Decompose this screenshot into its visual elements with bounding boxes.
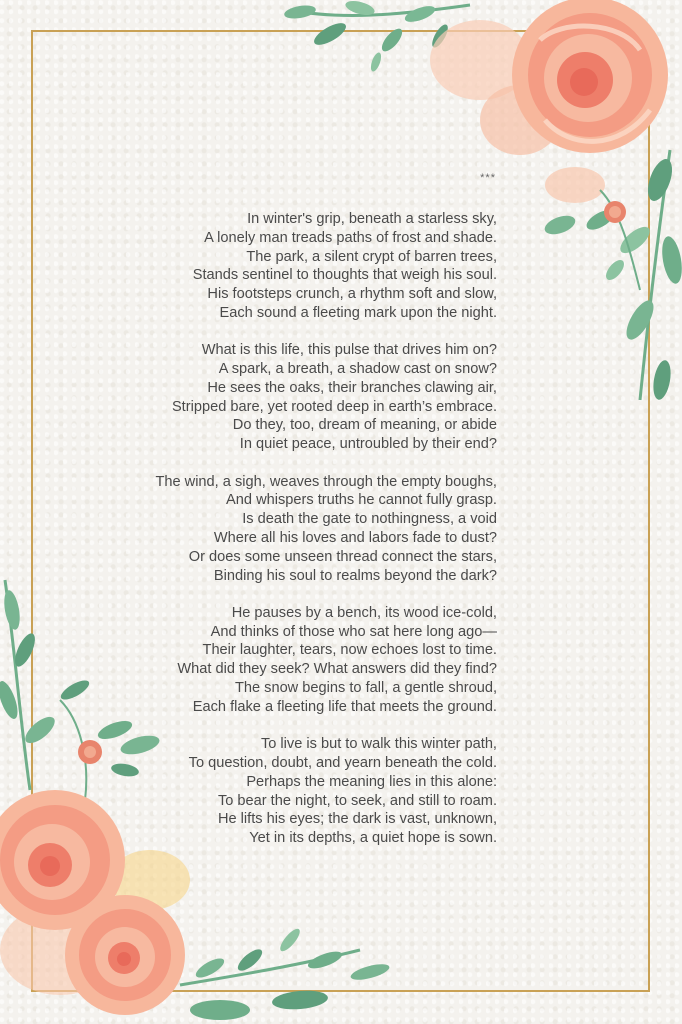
poem-line: And thinks of those who sat here long ago—	[210, 623, 497, 640]
poem-line: Binding his soul to realms beyond the dark?	[213, 567, 497, 584]
section-ornament: ***	[480, 172, 496, 184]
poem-line: Do they, too, dream of meaning, or abide	[232, 417, 497, 434]
poem-line: Stripped bare, yet rooted deep in earth’s embrace.	[171, 398, 497, 415]
stanza	[57, 341, 497, 454]
poem-line: He pauses by a bench, its wood ice-cold,	[231, 604, 497, 621]
stanza	[57, 604, 497, 717]
poem-line: The park, a silent crypt of barren trees,	[246, 248, 497, 265]
poem-line: Perhaps the meaning lies in this alone:	[246, 773, 497, 790]
poem-body	[57, 210, 497, 866]
poem-line: Their laughter, tears, now echoes lost to time.	[202, 642, 497, 659]
poem-line: In quiet peace, untroubled by their end?	[239, 436, 497, 453]
poem-line: Yet in its depths, a quiet hope is sown.	[249, 830, 497, 847]
poem-line: A lonely man treads paths of frost and shade.	[204, 229, 497, 246]
poem-line: Each sound a fleeting mark upon the night.	[219, 304, 497, 321]
poem-line: Is death the gate to nothingness, a void	[242, 511, 497, 528]
poem-line: Stands sentinel to thoughts that weigh his soul.	[192, 267, 497, 284]
poem-line: The wind, a sigh, weaves through the empty boughs,	[155, 473, 497, 490]
poem-line: What did they seek? What answers did they find?	[177, 661, 497, 678]
poem-line: The snow begins to fall, a gentle shroud,	[234, 680, 497, 697]
poem-line: To question, doubt, and yearn beneath the cold.	[188, 754, 497, 771]
poem-line: Each flake a fleeting life that meets the ground.	[192, 698, 497, 715]
stanza	[57, 473, 497, 586]
poem-line: His footsteps crunch, a rhythm soft and slow,	[207, 286, 497, 303]
poem-line: To live is but to walk this winter path,	[260, 736, 497, 753]
poem-line: He sees the oaks, their branches clawing air,	[207, 379, 497, 396]
poem-line: In winter's grip, beneath a starless sky,	[247, 211, 497, 227]
poem-line: And whispers truths he cannot fully grasp.	[226, 492, 497, 509]
poem-line: To bear the night, to seek, and still to roam.	[217, 792, 497, 809]
stanza	[57, 210, 497, 323]
poem-line: Or does some unseen thread connect the stars,	[188, 548, 497, 565]
poem-line: A spark, a breath, a shadow cast on snow?	[218, 361, 497, 378]
poem-line: He lifts his eyes; the dark is vast, unknown,	[217, 811, 497, 828]
poem-line: Where all his loves and labors fade to dust?	[213, 529, 497, 546]
poem-line: What is this life, this pulse that drives him on?	[201, 342, 497, 359]
stanza	[57, 735, 497, 848]
